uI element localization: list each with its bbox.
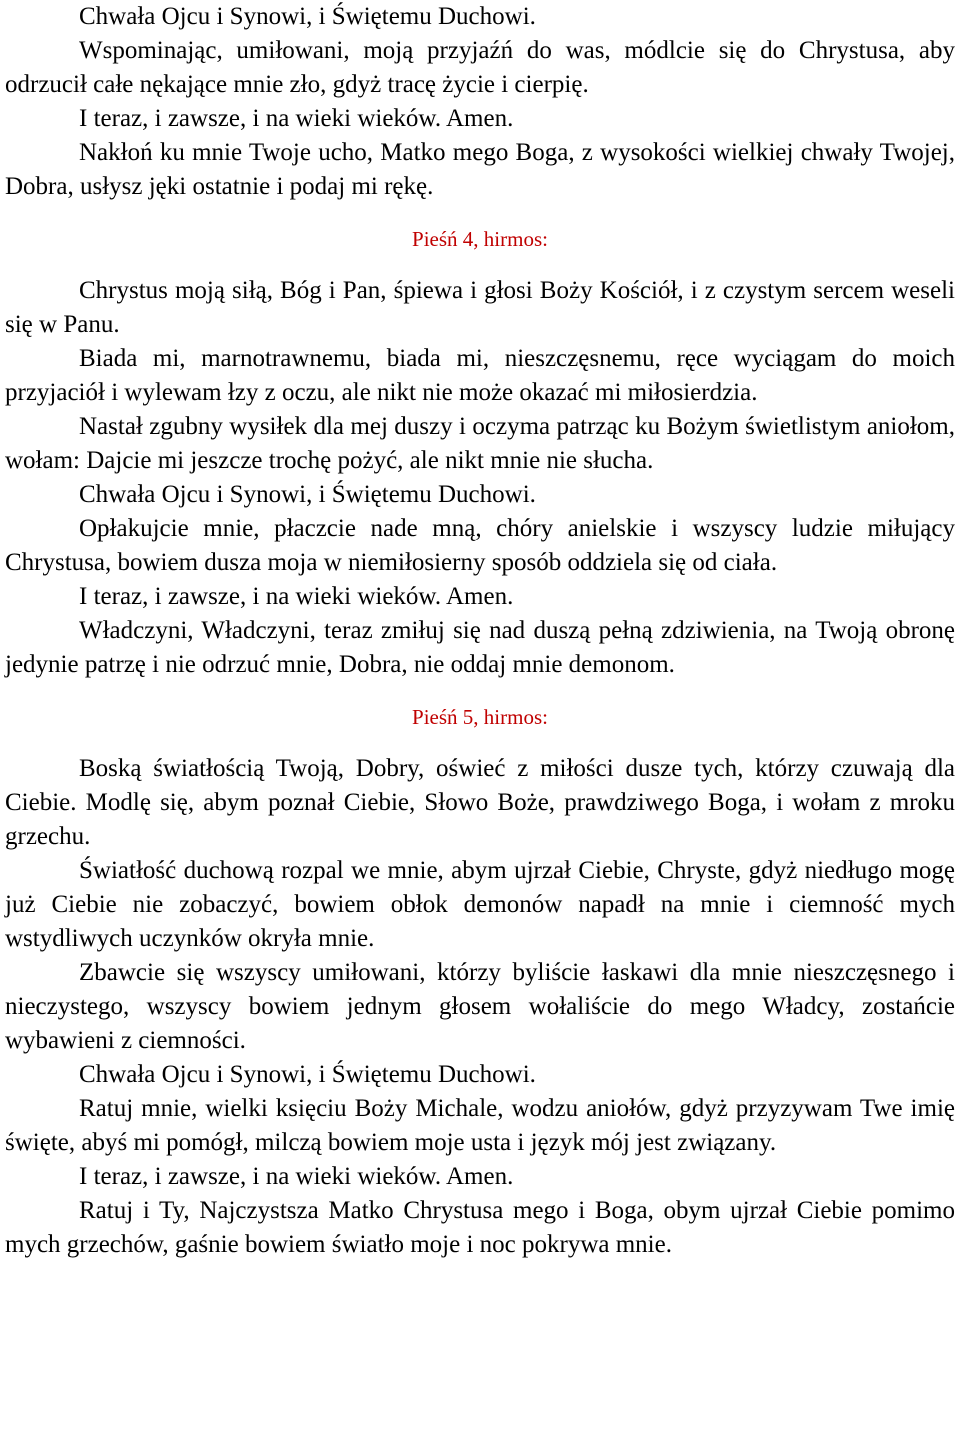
paragraph: Ratuj mnie, wielki księciu Boży Michale, wodzu aniołów, gdyż przyzywam Twe imię święte, abyś mi pomógł, milczą bowiem moje usta i język mój jest związany. — [5, 1095, 955, 1156]
paragraph: Nastał zgubny wysiłek dla mej duszy i oczyma patrząc ku Bożym świetlistym aniołom, wołam: Dajcie mi jeszcze trochę pożyć, ale nikt mnie nie słucha. — [5, 413, 955, 474]
paragraph: Światłość duchową rozpal we mnie, abym ujrzał Ciebie, Chryste, gdyż niedługo mogę już Ciebie nie zobaczyć, bowiem obłok demonów napadł na mnie i ciemność mych wstydliwych uczynków okryła mnie. — [5, 857, 955, 952]
paragraph: Biada mi, marnotrawnemu, biada mi, nieszczęsnemu, ręce wyciągam do moich przyjaciół i wylewam łzy z oczu, ale nikt nie może okazać mi miłosierdzia. — [5, 345, 955, 406]
document-page — [5, 0, 955, 1262]
paragraph-amen: I teraz, i zawsze, i na wieki wieków. Amen. — [79, 583, 514, 610]
paragraph: Władczyni, Władczyni, teraz zmiłuj się nad duszą pełną zdziwienia, na Twoją obronę jedynie patrzę i nie odrzuć mnie, Dobra, nie oddaj mnie demonom. — [5, 617, 955, 678]
paragraph-hirmos: Chrystus moją siłą, Bóg i Pan, śpiewa i głosi Boży Kościół, i z czystym sercem weseli się w Panu. — [5, 277, 955, 338]
paragraph: Ratuj i Ty, Najczystsza Matko Chrystusa mego i Boga, obym ujrzał Ciebie pomimo mych grzechów, gaśnie bowiem światło moje i noc pokrywa mnie. — [5, 1197, 955, 1258]
section-heading-song-4: Pieśń 4, hirmos: — [412, 227, 548, 251]
paragraph-amen: I teraz, i zawsze, i na wieki wieków. Amen. — [79, 105, 514, 132]
paragraph: Opłakujcie mnie, płaczcie nade mną, chóry anielskie i wszyscy ludzie miłujący Chrystusa, bowiem dusza moja w niemiłosierny sposób oddziela się od ciała. — [5, 515, 955, 576]
paragraph: Wspominając, umiłowani, moją przyjaźń do was, módlcie się do Chrystusa, aby odrzucił całe nękające mnie zło, gdyż tracę życie i cierpię. — [5, 37, 955, 98]
paragraph: Zbawcie się wszyscy umiłowani, którzy byliście łaskawi dla mnie nieszczęsnego i nieczystego, wszyscy bowiem jednym głosem wołaliście do mego Władcy, zostańcie wybawieni z ciemności. — [5, 959, 955, 1054]
section-heading-song-5: Pieśń 5, hirmos: — [412, 705, 548, 729]
paragraph-doxology: Chwała Ojcu i Synowi, i Świętemu Duchowi. — [79, 481, 536, 508]
paragraph-doxology: Chwała Ojcu i Synowi, i Świętemu Duchowi. — [79, 3, 536, 30]
paragraph: Nakłoń ku mnie Twoje ucho, Matko mego Boga, z wysokości wielkiej chwały Twojej, Dobra, usłysz jęki ostatnie i podaj mi rękę. — [5, 139, 955, 200]
paragraph-amen: I teraz, i zawsze, i na wieki wieków. Amen. — [79, 1163, 514, 1190]
paragraph-doxology: Chwała Ojcu i Synowi, i Świętemu Duchowi. — [79, 1061, 536, 1088]
paragraph-hirmos: Boską światłością Twoją, Dobry, oświeć z miłości dusze tych, którzy czuwają dla Ciebie. Modlę się, abym poznał Ciebie, Słowo Boże, prawdziwego Boga, i wołam z mroku grzechu. — [5, 755, 955, 850]
